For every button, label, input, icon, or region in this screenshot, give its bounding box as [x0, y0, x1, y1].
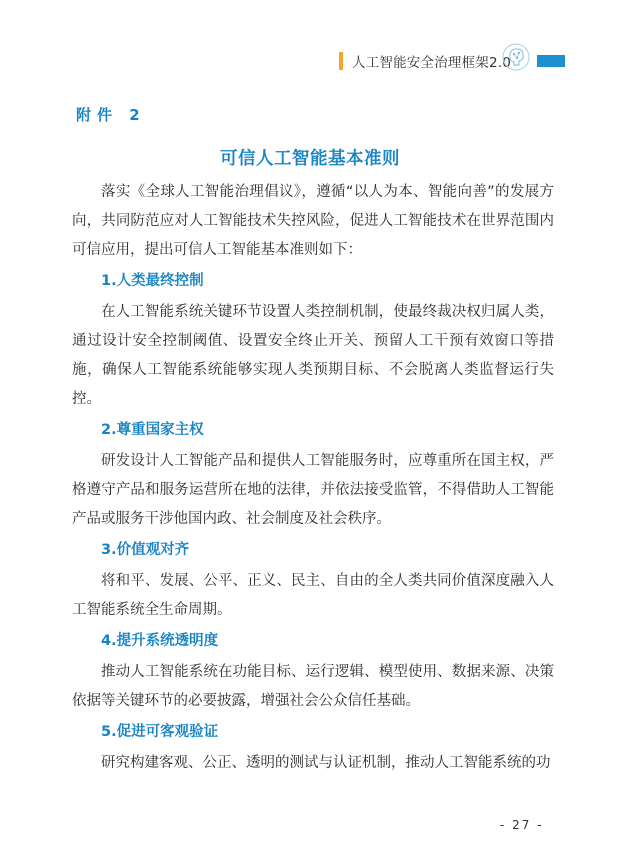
document-title: 可信人工智能基本准则 — [220, 149, 400, 169]
section-body-4: 推动人工智能系统在功能目标、运行逻辑、模型使用、数据来源、决策依据等关键环节的必要披露，增强社会公众信任基础。 — [72, 664, 554, 709]
document-body — [72, 178, 554, 778]
section-body-2: 研发设计人工智能产品和提供人工智能服务时，应尊重所在国主权，严格遵守产品和服务运营所在地的法律，并依法接受监管，不得借助人工智能产品或服务干涉他国内政、社会制度及社会秩序。 — [72, 453, 554, 527]
page-number: - 27 - — [500, 818, 544, 832]
section-heading-5: 5.促进可客观验证 — [101, 724, 219, 740]
section-heading-4: 4.提升系统透明度 — [101, 633, 219, 649]
section-heading-2: 2.尊重国家主权 — [101, 422, 204, 438]
section-heading-1: 1.人类最终控制 — [101, 273, 204, 289]
section-body-3: 将和平、发展、公平、正义、民主、自由的全人类共同价值深度融入人工智能系统全生命周期。 — [72, 573, 554, 618]
header-accent-bar — [339, 52, 343, 70]
section-heading-3: 3.价值观对齐 — [101, 542, 190, 558]
header-title: 人工智能安全治理框架2.0 — [352, 55, 512, 71]
header-blue-bar — [537, 55, 565, 67]
annex-label: 附件 2 — [76, 106, 146, 124]
section-body-1: 在人工智能系统关键环节设置人类控制机制，使最终裁决权归属人类，通过设计安全控制阈值、设置安全终止开关、预留人工干预有效窗口等措施，确保人工智能系统能够实现人类预期目标、不会脱离人类监督运行失控。 — [72, 304, 554, 407]
section-body-5: 研究构建客观、公正、透明的测试与认证机制，推动人工智能系统的功 — [101, 755, 551, 771]
intro-paragraph: 落实《全球人工智能治理倡议》，遵循“以人为本、智能向善”的发展方向，共同防范应对人工智能技术失控风险，促进人工智能技术在世界范围内可信应用，提出可信人工智能基本准则如下： — [72, 184, 554, 258]
running-header — [339, 50, 511, 72]
brain-circuit-icon — [501, 42, 531, 72]
